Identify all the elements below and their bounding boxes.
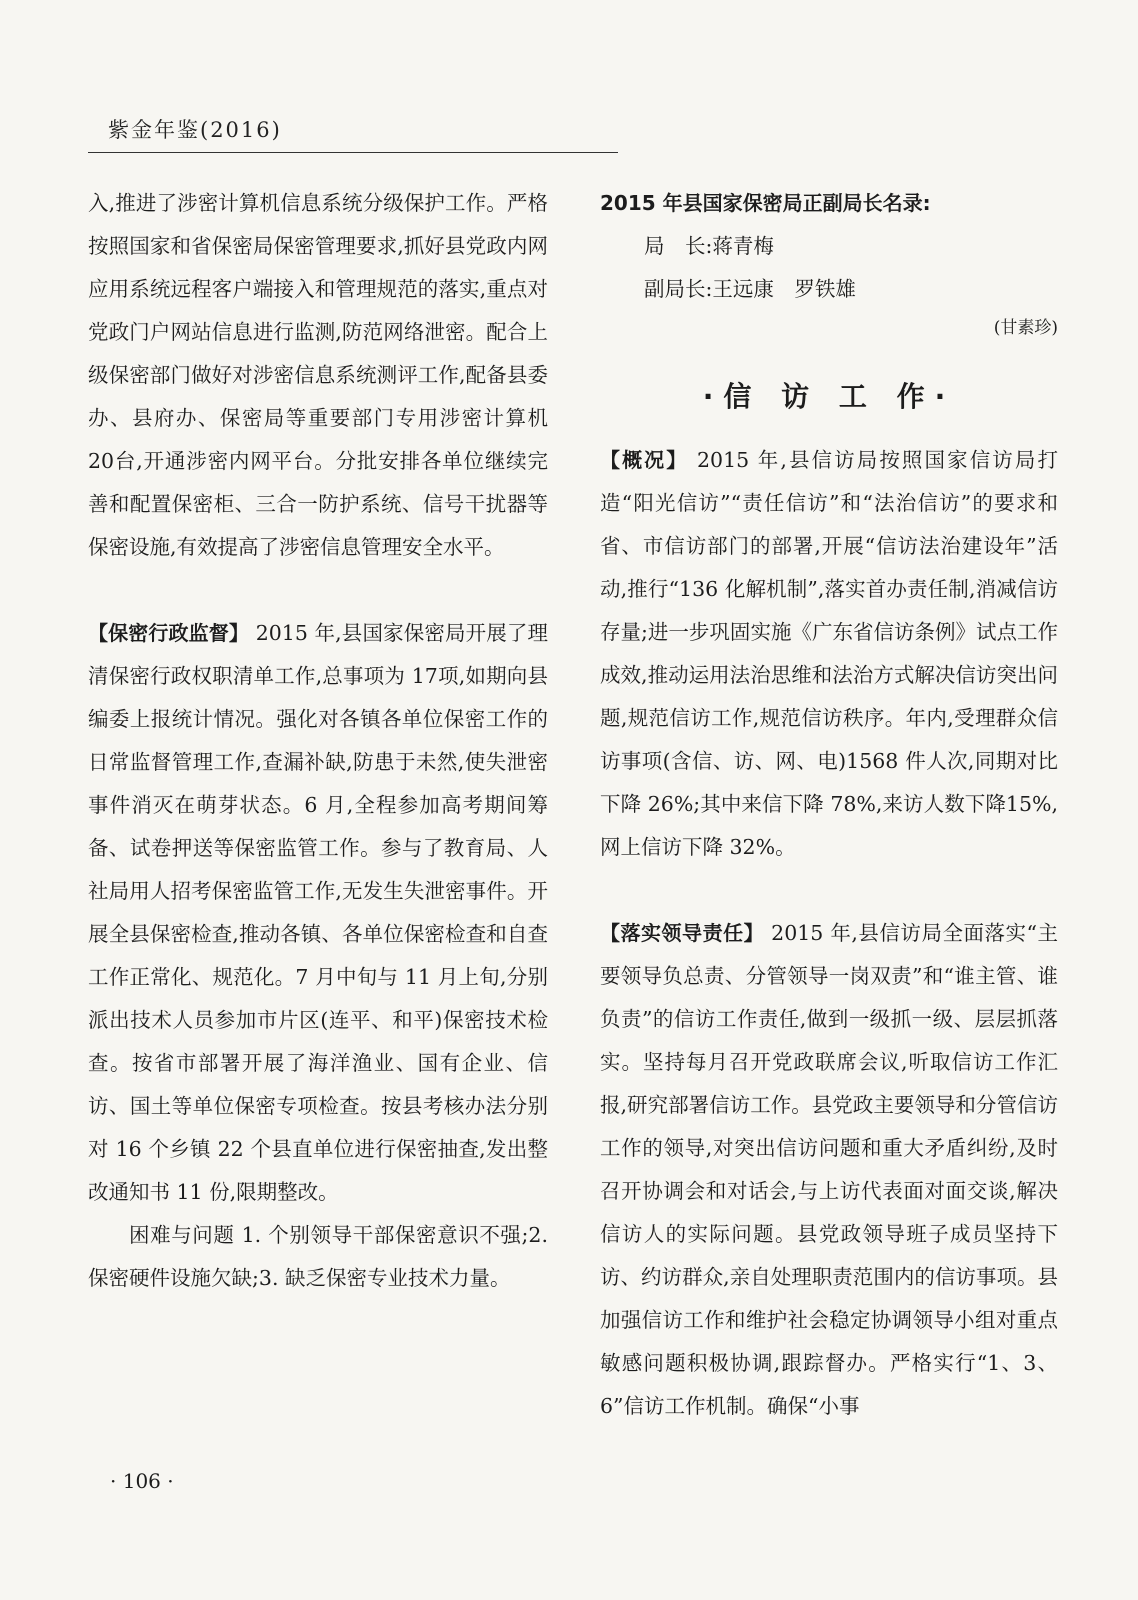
author-credit: (甘素珍) [993, 318, 1058, 338]
leadership-label: 【落实领导责任】 [600, 921, 765, 945]
overview-label: 【概况】 [600, 448, 689, 472]
admin-supervision-label: 【保密行政监督】 [88, 621, 250, 645]
overview-paragraph [600, 439, 1058, 869]
deputies-line: 副局长:王远康 罗铁雄 [644, 277, 856, 301]
leadership-text: 2015 年,县信访局全面落实“主要领导负总责、分管领导一岗双责”和“谁主管、谁负责”的信访工作责任,做到一级抓一级、层层抓落实。坚持每月召开党政联席会议,听取信访工作汇报,研究部署信访工作。县党政主要领导和分管信访工作的领导,对突出信访问题和重大矛盾纠纷,及时召开协调会和对话会,与上访代表面对面交谈,解决信访人的实际问题。县党政领导班子成员坚持下访、约访群众,亲自处理职责范围内的信访事项。县加强信访工作和维护社会稳定协调领导小组对重点敏感问题积极协调,跟踪督办。严格实行“1、3、6”信访工作机制。确保“小事 [600, 921, 1059, 1418]
overview-text: 2015 年,县信访局按照国家信访局打造“阳光信访”“责任信访”和“法治信访”的要求和省、市信访部门的部署,开展“信访法治建设年”活动,推行“136 化解机制”,落实首办责任制,消减信访存量;进一步巩固实施《广东省信访条例》试点工作成效,推动运用法治思维和法治方式解决信访突出问题,规范信访工作,规范信访秩序。年内,受理群众信访事项(含信、访、网、电)1568 件人次,同期对比下降 26%;其中来信下降 78%,来访人数下降15%,网上信访下降 32%。 [600, 448, 1058, 859]
leadership-paragraph [600, 912, 1058, 1428]
admin-supervision-text: 2015 年,县国家保密局开展了理清保密行政权职清单工作,总事项为 17项,如期向县编委上报统计情况。强化对各镇各单位保密工作的日常监督管理工作,查漏补缺,防患于未然,使失泄密事件消灭在萌芽状态。6 月,全程参加高考期间筹备、试卷押送等保密监管工作。参与了教育局、人社局用人招考保密监管工作,无发生失泄密事件。开展全县保密检查,推动各镇、各单位保密检查和自查工作正常化、规范化。7 月中旬与 11 月上旬,分别派出技术人员参加市片区(连平、和平)保密技术检查。按省市部署开展了海洋渔业、国有企业、信访、国土等单位保密专项检查。按县考核办法分别对 16 个乡镇 22 个县直单位进行保密抽查,发出整改通知书 11 份,限期整改。 [88, 621, 548, 1204]
page-number: · 106 · [110, 1469, 174, 1493]
continuation-paragraph: 入,推进了涉密计算机信息系统分级保护工作。严格按照国家和省保密局保密管理要求,抓好县党政内网应用系统远程客户端接入和管理规范的落实,重点对党政门户网站信息进行监测,防范网络泄密。配合上级保密部门做好对涉密信息系统测评工作,配备县委办、县府办、保密局等重要部门专用涉密计算机 20台,开通涉密内网平台。分批安排各单位继续完善和配置保密柜、三合一防护系统、信号干扰器等保密设施,有效提高了涉密信息管理安全水平。 [88, 191, 548, 559]
section-title: ·信 访 工 作· [702, 380, 956, 413]
director-line: 局 长:蒋青梅 [644, 234, 774, 258]
leaders-list-title: 2015 年县国家保密局正副局长名录: [600, 191, 931, 215]
admin-supervision-paragraph [88, 612, 548, 1214]
header-rule [88, 152, 618, 153]
left-column [88, 182, 548, 1300]
problems-paragraph: 困难与问题 1. 个别领导干部保密意识不强;2. 保密硬件设施欠缺;3. 缺乏保密专业技术力量。 [88, 1223, 548, 1290]
right-column [600, 182, 1058, 1428]
running-header: 紫金年鉴(2016) [108, 118, 282, 142]
